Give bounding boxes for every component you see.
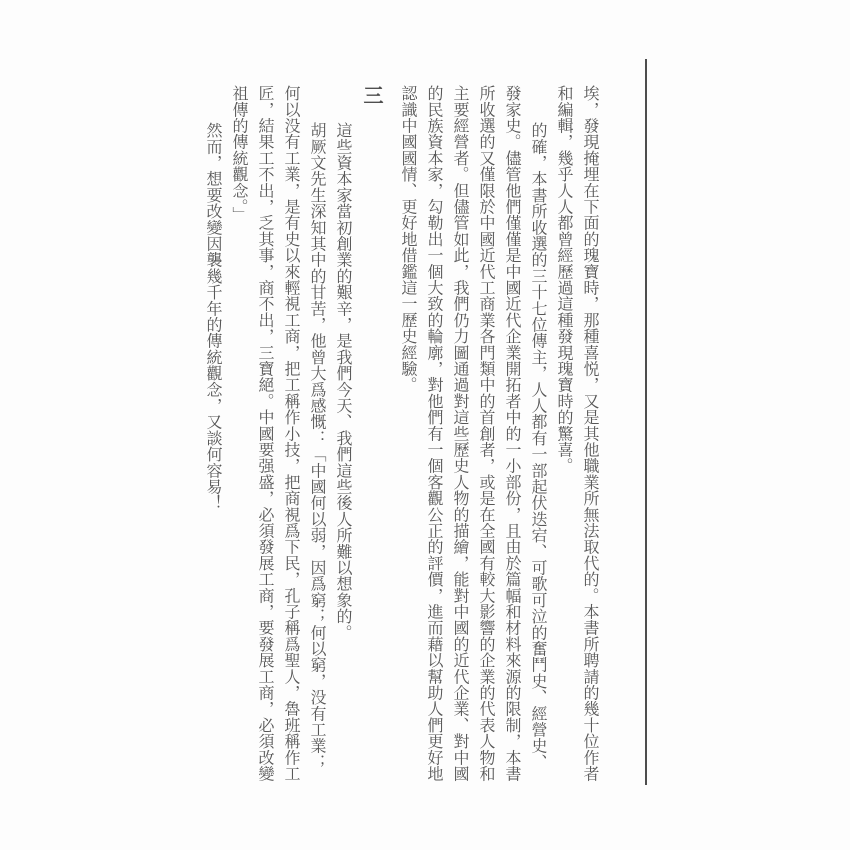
paragraph-continuation: 埃，發現掩埋在下面的瑰寶時，那種喜悦，又是其他職業所無法取代的。本書所聘請的幾十位作者和編輯，幾乎人人都曾經歷過這種發現瑰寶時的驚喜。: [555, 85, 598, 782]
page-margin-rule: [645, 59, 647, 785]
section-number-heading: 三: [360, 85, 382, 106]
paragraph-overview: 的確，本書所收選的三十七位傳主，人人都有一部起伏迭宕、可歌可泣的奮鬥史、經營史、發家史。儘管他們僅僅是中國近代企業開拓者中的一小部份，且由於篇幅和材料來源的限制，本書所收選的又僅限於中國近代工商業各門類中的首創者，或是在全國有較大影響的企業的代表人物和主要經營者。但儘管如此，我們仍力圖通過對這些歷史人物的描繪，能對中國的近代企業、對中國的民族資本家，勾勒出一個大致的輪廓，對他們有一個客觀公正的評價，進而藉以幫助人們更好地認識中國國情、更好地借鑑這一歷史經驗。: [399, 85, 546, 782]
paragraph-hardship: 這些資本家當初創業的艱辛，是我們今天、我們這些後人所難以想象的。: [334, 122, 351, 641]
paragraph-hu-juewen-quote: 胡厥文先生深知其中的甘苦，他曾大爲感慨：「中國何以弱，因爲窮；何以窮，没有工業；何以没有工業，是有史以來輕視工商，把工稱作小技，把商視爲下民，孔子稱爲聖人，魯班稱作工匠，結果工不出，乏其事，商不出，三寶絕。中國要强盛，必須發展工商，要發展工商，必須改變祖傳的傳統觀念。」: [230, 85, 325, 782]
paragraph-however: 然而，想要改變因襲幾千年的傳統觀念，又談何容易！: [204, 122, 221, 511]
vertical-text-block: [199, 85, 602, 783]
